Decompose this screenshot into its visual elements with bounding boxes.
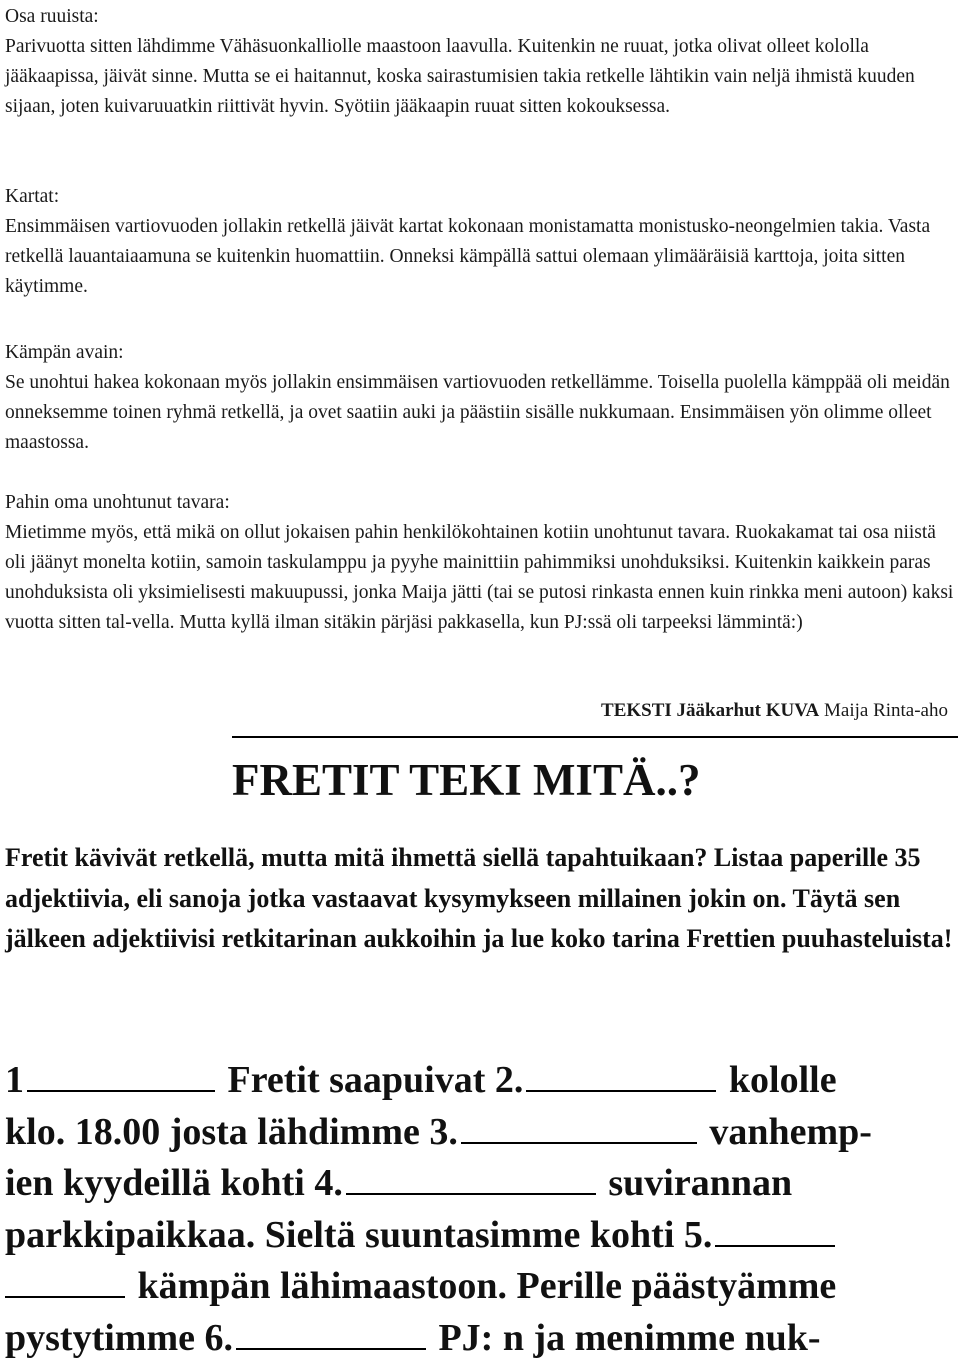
story-line	[5, 1261, 955, 1313]
story-line	[5, 1107, 955, 1159]
section-maps	[5, 182, 955, 302]
blank-field[interactable]	[461, 1110, 697, 1144]
story-line	[5, 1158, 955, 1210]
title-divider	[232, 736, 958, 738]
section-heading: Kartat:	[5, 186, 60, 207]
section-heading: Osa ruuista:	[5, 6, 99, 27]
section-text: Ensimmäisen vartiovuoden jollakin retkellä jäivät kartat kokonaan monistamatta monistusko-neongelmien takia. Vasta retkellä lauantaiaamuna se kuitenkin huomattiin. Onneksi kämpällä sattui olemaan ylimääräisiä karttoja, joita sitten käytimme.	[5, 216, 931, 297]
section-food	[5, 2, 955, 122]
story-text: kämpän lähimaastoon. Perille päästyämme	[137, 1265, 837, 1307]
blank-field[interactable]	[236, 1316, 426, 1350]
blank-field[interactable]	[526, 1058, 716, 1092]
blank-field[interactable]	[27, 1058, 215, 1092]
story-line	[5, 1313, 955, 1365]
story-text: PJ: n ja menimme nuk-	[438, 1316, 821, 1359]
article-title: FRETIT TEKI MITÄ..?	[232, 755, 701, 805]
section-text: Mietimme myös, että mikä on ollut jokaisen pahin henkilökohtainen kotiin unohtunut tavara. Ruokakamat tai osa niistä oli jäänyt monelta kotiin, samoin taskulamppu ja pyyhe mainittiin pahimmiksi unohduksiksi. Kuitenkin kaikkein paras unohduksista oli yksimielisesti makuupussi, jonka Maija jätti (tai se putosi rinkasta ennen kuin rinkka meni autoon) kaksi vuotta sitten tal-vella. Mutta kyllä ilman sitäkin pärjäsi pakkasella, kun PJ:ssä oli tarpeeksi lämmintä:)	[5, 522, 954, 633]
story-text: vanhemp-	[709, 1110, 872, 1153]
intro-paragraph: Fretit kävivät retkellä, mutta mitä ihmettä siellä tapahtuikaan? Listaa paperille 35 adjektiivia, eli sanoja jotka vastaavat kysymykseen millainen jokin on. Täytä sen jälkeen adjektiivisi retkitarinan aukkoihin ja lue koko tarina Frettien puuhasteluista!	[5, 843, 953, 953]
credit-photo-label: KUVA	[765, 700, 820, 721]
section-cabin-key	[5, 338, 955, 458]
story-line	[5, 1210, 955, 1262]
credit-photo-author: Maija Rinta-aho	[824, 700, 948, 721]
credit-text-author: Jääkarhut	[676, 700, 761, 721]
section-text: Parivuotta sitten lähdimme Vähäsuonkalliolle maastoon laavulla. Kuitenkin ne ruuat, jotka olivat olleet kololla jääkaapissa, jäivät sinne. Mutta se ei haitannut, koska sairastumisien takia retkelle lähtikin vain neljä ihmistä kuuden sijaan, joten kuivaruuatkin riittivät hyvin. Syötiin jääkaapin ruuat sitten kokouksessa.	[5, 36, 915, 117]
blank-field[interactable]	[346, 1161, 596, 1195]
blank-field[interactable]	[715, 1213, 835, 1247]
story-text: klo. 18.00 josta lähdimme 3.	[5, 1110, 458, 1153]
story-text: 1	[5, 1059, 24, 1101]
story-text: parkkipaikkaa. Sieltä suuntasimme kohti 5.	[5, 1213, 713, 1256]
story-text: suvirannan	[608, 1162, 793, 1204]
section-heading: Pahin oma unohtunut tavara:	[5, 492, 230, 513]
credit-text-label: TEKSTI	[601, 700, 672, 721]
section-forgotten-item	[5, 488, 955, 638]
story-text: kololle	[728, 1059, 837, 1101]
story-text: Fretit saapuivat 2.	[227, 1059, 524, 1101]
fill-in-story	[5, 1055, 955, 1364]
story-text: pystytimme 6.	[5, 1316, 233, 1359]
story-line	[5, 1055, 955, 1107]
section-heading: Kämpän avain:	[5, 342, 124, 363]
blank-field[interactable]	[5, 1264, 125, 1298]
story-text: ien kyydeillä kohti 4.	[5, 1162, 343, 1204]
section-text: Se unohtui hakea kokonaan myös jollakin ensimmäisen vartiovuoden retkellämme. Toisella puolella kämppää oli meidän onneksemme toinen ryhmä retkellä, ja ovet saatiin auki ja päästiin sisälle nukkumaan. Ensimmäisen yön olimme olleet maastossa.	[5, 372, 950, 453]
credit-line	[601, 696, 948, 726]
